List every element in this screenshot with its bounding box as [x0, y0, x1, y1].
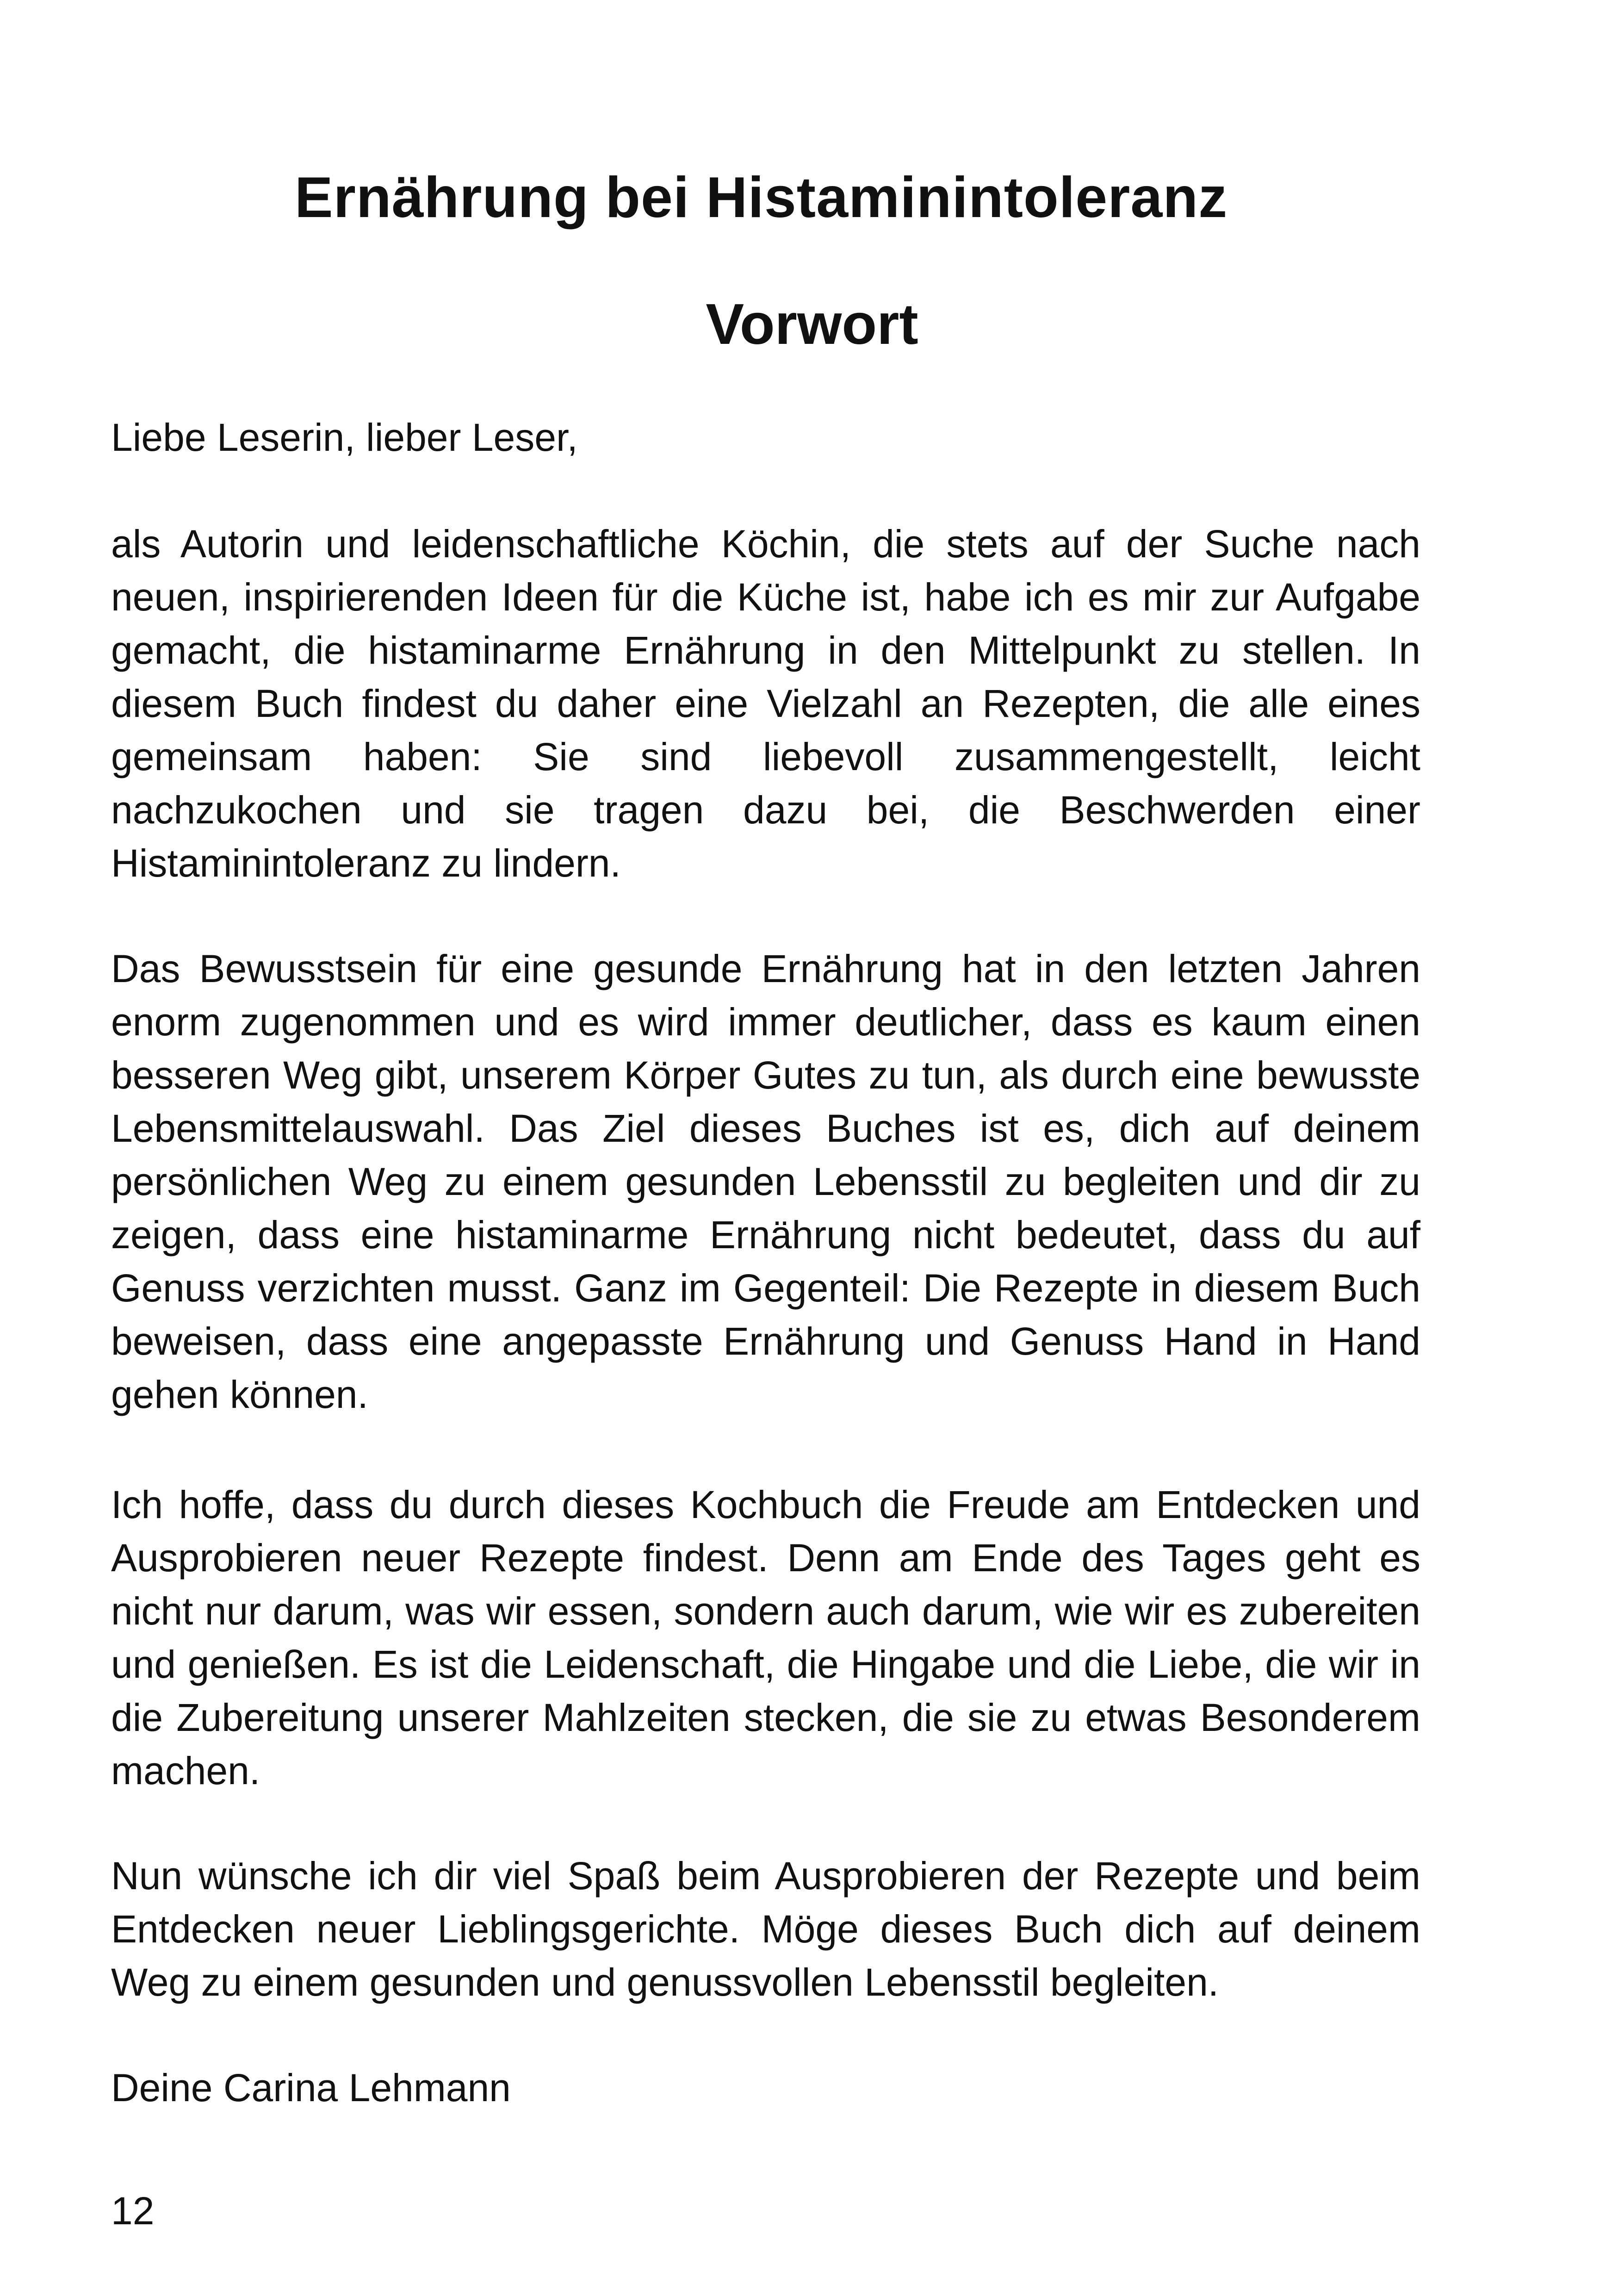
page-number: 12 [111, 2189, 155, 2233]
paragraph-2: Das Bewusstsein für eine gesunde Ernährung hat in den letzten Jahren enorm zugenommen und es wird immer deutlicher, dass es kaum einen besseren Weg gibt, unserem Körper Gutes zu tun, als durch eine bewusste Lebensmittelauswahl. Das Ziel dieses Buches ist es, dich auf deinem persönlichen Weg zu einem gesunden Lebensstil zu begleiten und dir zu zeigen, dass eine histaminarme Ernährung nicht bedeutet, dass du auf Genuss verzichten musst. Ganz im Gegenteil: Die Rezepte in diesem Buch beweisen, dass eine angepasste Ernährung und Genuss Hand in Hand gehen können. [111, 947, 1420, 1416]
salutation: Liebe Leserin, lieber Leser, [111, 416, 578, 459]
paragraph-4: Nun wünsche ich dir viel Spaß beim Ausprobieren der Rezepte und beim Entdecken neuer Lieblingsgerichte. Möge dieses Buch dich auf deinem Weg zu einem gesunden und genussvollen Lebensstil begleiten. [111, 1854, 1420, 2004]
paragraph-3: Ich hoffe, dass du durch dieses Kochbuch die Freude am Entdecken und Ausprobieren neuer Rezepte findest. Denn am Ende des Tages geht es nicht nur darum, was wir essen, sondern auch darum, wie wir es zubereiten und genießen. Es ist die Leidenschaft, die Hingabe und die Liebe, die wir in die Zubereitung unserer Mahlzeiten stecken, die sie zu etwas Besonderem machen. [111, 1483, 1420, 1792]
section-title: Vorwort [706, 292, 918, 356]
signature: Deine Carina Lehmann [111, 2066, 511, 2109]
paragraph-1: als Autorin und leidenschaftliche Köchin, die stets auf der Suche nach neuen, inspirierenden Ideen für die Küche ist, habe ich es mir zur Aufgabe gemacht, die histaminarme Ernährung in den Mittelpunkt zu stellen. In diesem Buch findest du daher eine Vielzahl an Rezepten, die alle eines gemeinsam haben: Sie sind liebevoll zusammengestellt, leicht nachzukochen und sie tragen dazu bei, die Beschwerden einer Histaminintoleranz zu lindern. [111, 522, 1420, 885]
book-title: Ernährung bei Histaminintoleranz [294, 166, 1228, 230]
